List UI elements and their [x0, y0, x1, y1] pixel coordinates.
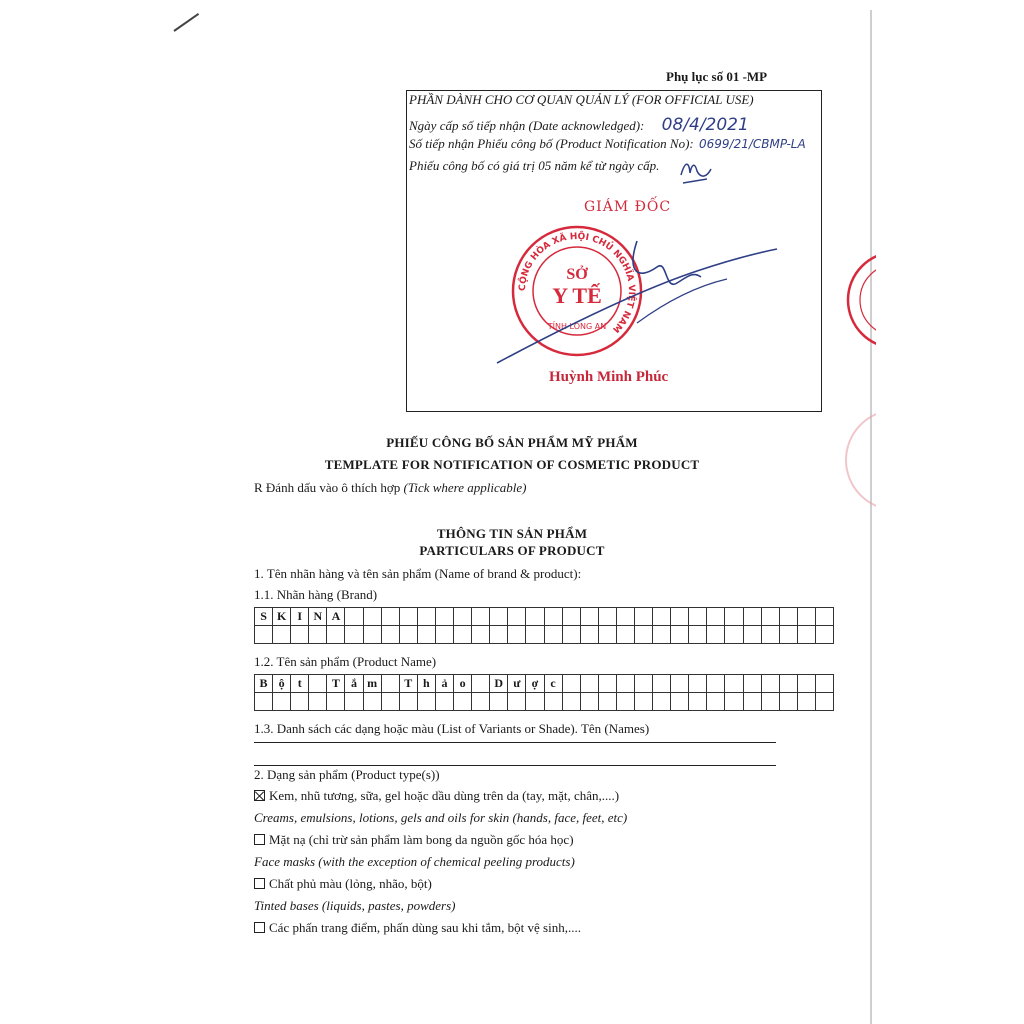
- grid-cell: [779, 608, 797, 626]
- grid-cell: [255, 693, 273, 711]
- grid-cell: [797, 626, 815, 644]
- grid-cell: [345, 626, 363, 644]
- grid-cell: [779, 693, 797, 711]
- grid-cell: [689, 608, 707, 626]
- grid-cell: [363, 626, 381, 644]
- grid-cell: [653, 608, 671, 626]
- section-title-en: PARTICULARS OF PRODUCT: [419, 543, 605, 558]
- grid-cell: [815, 675, 833, 693]
- date-value: 08/4/2021: [661, 115, 749, 135]
- grid-cell: c: [544, 675, 562, 693]
- grid-row: [255, 675, 834, 693]
- grid-cell: [743, 693, 761, 711]
- grid-cell: [743, 608, 761, 626]
- grid-cell: [309, 626, 327, 644]
- grid-cell: [417, 626, 435, 644]
- grid-cell: [707, 693, 725, 711]
- grid-cell: [598, 693, 616, 711]
- grid-cell: [526, 608, 544, 626]
- grid-cell: [707, 675, 725, 693]
- item-1-label: 1. Tên nhãn hàng và tên sản phẩm (Name of brand & product):: [254, 566, 582, 581]
- grid-cell: [779, 626, 797, 644]
- grid-cell: [761, 693, 779, 711]
- grid-cell: [743, 675, 761, 693]
- grid-row: [255, 608, 834, 626]
- tick-note: [254, 480, 527, 496]
- grid-cell: [616, 608, 634, 626]
- product-type-option[interactable]: [254, 920, 581, 936]
- section-title-vi: THÔNG TIN SẢN PHẨM: [436, 526, 588, 541]
- product-name-grid: [254, 674, 834, 711]
- grid-cell: [580, 693, 598, 711]
- grid-cell: [526, 626, 544, 644]
- grid-cell: [562, 626, 580, 644]
- grid-cell: [671, 626, 689, 644]
- grid-cell: [544, 608, 562, 626]
- grid-cell: [616, 626, 634, 644]
- grid-cell: [761, 675, 779, 693]
- grid-cell: [454, 693, 472, 711]
- grid-cell: ợ: [526, 675, 544, 693]
- tick-note-prefix: R Đánh dấu vào ô thích hợp: [254, 480, 404, 495]
- grid-cell: I: [291, 608, 309, 626]
- grid-cell: [345, 608, 363, 626]
- grid-cell: ư: [508, 675, 526, 693]
- grid-cell: [580, 608, 598, 626]
- date-label: Ngày cấp số tiếp nhận (Date acknowledged):: [409, 118, 645, 133]
- grid-cell: [417, 608, 435, 626]
- grid-cell: [381, 693, 399, 711]
- grid-cell: [544, 693, 562, 711]
- grid-cell: [381, 608, 399, 626]
- grid-cell: [761, 626, 779, 644]
- grid-cell: [616, 693, 634, 711]
- initials-signature: [677, 155, 717, 187]
- grid-cell: h: [417, 675, 435, 693]
- seal-bottom-text: TỈNH LONG AN: [547, 322, 607, 331]
- grid-cell: [255, 626, 273, 644]
- grid-cell: [598, 608, 616, 626]
- grid-row: [255, 693, 834, 711]
- product-type-option[interactable]: [254, 788, 619, 804]
- number-value: 0699/21/CBMP-LA: [699, 137, 806, 151]
- grid-cell: [671, 675, 689, 693]
- grid-cell: [490, 626, 508, 644]
- page-edge-shadow: [870, 10, 872, 1024]
- grid-cell: [273, 626, 291, 644]
- grid-cell: [508, 608, 526, 626]
- grid-cell: [562, 693, 580, 711]
- grid-cell: ắ: [345, 675, 363, 693]
- item-2-label: 2. Dạng sản phẩm (Product type(s)): [254, 767, 440, 782]
- grid-cell: [508, 693, 526, 711]
- grid-cell: K: [273, 608, 291, 626]
- checkbox[interactable]: [254, 922, 265, 933]
- grid-cell: [345, 693, 363, 711]
- grid-cell: [544, 626, 562, 644]
- product-type-label: Các phấn trang điểm, phấn dùng sau khi tắm, bột vệ sinh,....: [269, 920, 581, 935]
- product-type-option[interactable]: [254, 832, 574, 848]
- grid-cell: [580, 626, 598, 644]
- grid-cell: [327, 626, 345, 644]
- form-title-en: TEMPLATE FOR NOTIFICATION OF COSMETIC PRODUCT: [324, 457, 700, 472]
- grid-cell: [472, 608, 490, 626]
- product-type-label-en: Creams, emulsions, lotions, gels and oils for skin (hands, face, feet, etc): [254, 810, 628, 825]
- product-type-label: Chất phủ màu (lỏng, nhão, bột): [269, 876, 432, 891]
- product-type-label-en: Tinted bases (liquids, pastes, powders): [254, 898, 456, 913]
- grid-cell: [634, 626, 652, 644]
- product-type-label: Mặt nạ (chỉ trừ sản phẩm làm bong da nguồn gốc hóa học): [269, 832, 574, 847]
- grid-cell: [309, 675, 327, 693]
- official-use-heading: PHẦN DÀNH CHO CƠ QUAN QUẢN LÝ (FOR OFFICIAL USE): [409, 92, 754, 107]
- item-1-1-label: 1.1. Nhãn hàng (Brand): [254, 587, 378, 602]
- grid-cell: [435, 608, 453, 626]
- grid-cell: [454, 626, 472, 644]
- grid-cell: [689, 693, 707, 711]
- grid-cell: [309, 693, 327, 711]
- grid-cell: [472, 675, 490, 693]
- grid-cell: m: [363, 675, 381, 693]
- director-title: GIÁM ĐỐC: [584, 199, 672, 215]
- grid-cell: [779, 675, 797, 693]
- grid-cell: [490, 608, 508, 626]
- grid-cell: [381, 675, 399, 693]
- grid-cell: [761, 608, 779, 626]
- checkbox[interactable]: [254, 878, 265, 889]
- grid-cell: [671, 608, 689, 626]
- grid-cell: [273, 693, 291, 711]
- grid-cell: [689, 626, 707, 644]
- grid-cell: [327, 693, 345, 711]
- director-signature: [487, 231, 787, 371]
- grid-cell: [291, 693, 309, 711]
- grid-cell: [381, 626, 399, 644]
- grid-cell: [399, 693, 417, 711]
- grid-cell: [363, 608, 381, 626]
- number-label: Số tiếp nhận Phiếu công bố (Product Notification No):: [409, 136, 694, 151]
- grid-cell: [815, 626, 833, 644]
- grid-cell: [291, 626, 309, 644]
- director-name: Huỳnh Minh Phúc: [549, 369, 669, 385]
- grid-cell: [634, 608, 652, 626]
- grid-cell: A: [327, 608, 345, 626]
- grid-cell: [653, 626, 671, 644]
- grid-cell: [580, 675, 598, 693]
- grid-cell: ộ: [273, 675, 291, 693]
- grid-cell: [472, 693, 490, 711]
- product-type-label: Kem, nhũ tương, sữa, gel hoặc dầu dùng trên da (tay, mặt, chân,....): [269, 788, 620, 803]
- grid-cell: [435, 626, 453, 644]
- item-1-2-label: 1.2. Tên sản phẩm (Product Name): [254, 654, 437, 669]
- grid-cell: [435, 693, 453, 711]
- grid-cell: [363, 693, 381, 711]
- grid-cell: [725, 608, 743, 626]
- date-acknowledged-row: [409, 115, 749, 135]
- brand-grid: [254, 607, 834, 644]
- checkbox[interactable]: [254, 834, 265, 845]
- checkbox-checked[interactable]: [254, 790, 265, 801]
- item-1-3-label: 1.3. Danh sách các dạng hoặc màu (List of Variants or Shade). Tên (Names): [254, 721, 650, 736]
- grid-cell: [417, 693, 435, 711]
- grid-cell: [508, 626, 526, 644]
- grid-cell: [797, 675, 815, 693]
- appendix-label: Phụ lục số 01 -MP: [666, 69, 768, 84]
- grid-cell: T: [399, 675, 417, 693]
- grid-cell: [815, 693, 833, 711]
- grid-cell: [526, 693, 544, 711]
- grid-cell: [815, 608, 833, 626]
- grid-cell: B: [255, 675, 273, 693]
- variants-rule-2: [254, 765, 776, 766]
- grid-cell: [562, 675, 580, 693]
- grid-cell: [562, 608, 580, 626]
- grid-cell: [472, 626, 490, 644]
- grid-cell: o: [454, 675, 472, 693]
- official-use-box: [406, 90, 822, 412]
- grid-cell: [743, 626, 761, 644]
- form-title-vi: PHIẾU CÔNG BỐ SẢN PHẨM MỸ PHẨM: [386, 435, 638, 450]
- grid-cell: [454, 608, 472, 626]
- validity-label: Phiếu công bố có giá trị 05 năm kể từ ngày cấp.: [409, 158, 660, 173]
- grid-cell: T: [327, 675, 345, 693]
- grid-cell: [797, 693, 815, 711]
- grid-cell: [797, 608, 815, 626]
- grid-cell: [725, 693, 743, 711]
- grid-cell: [671, 693, 689, 711]
- seal-outer-text: CỘNG HÒA XÃ HỘI CHỦ NGHĨA VIỆT NAM: [517, 231, 637, 335]
- grid-cell: [653, 675, 671, 693]
- grid-cell: D: [490, 675, 508, 693]
- grid-cell: [598, 675, 616, 693]
- grid-cell: [653, 693, 671, 711]
- seal-top-text: SỞ: [566, 266, 588, 283]
- grid-row: [255, 626, 834, 644]
- grid-cell: S: [255, 608, 273, 626]
- grid-cell: [707, 626, 725, 644]
- variants-rule-1: [254, 742, 776, 743]
- grid-cell: N: [309, 608, 327, 626]
- grid-cell: [689, 675, 707, 693]
- validity-row: [409, 158, 659, 174]
- product-type-label-en: Face masks (with the exception of chemical peeling products): [254, 854, 575, 869]
- grid-cell: [616, 675, 634, 693]
- grid-cell: [707, 608, 725, 626]
- grid-cell: [490, 693, 508, 711]
- grid-cell: [725, 675, 743, 693]
- grid-cell: [399, 626, 417, 644]
- grid-cell: [399, 608, 417, 626]
- tick-note-en: (Tick where applicable): [403, 480, 527, 495]
- seal-main-text: Y TẾ: [552, 283, 602, 308]
- grid-cell: [634, 675, 652, 693]
- notification-number-row: [409, 136, 806, 152]
- grid-cell: [725, 626, 743, 644]
- grid-cell: [634, 693, 652, 711]
- grid-cell: ả: [435, 675, 453, 693]
- grid-cell: [598, 626, 616, 644]
- product-type-option[interactable]: [254, 876, 432, 892]
- pen-mark: [173, 13, 199, 32]
- grid-cell: t: [291, 675, 309, 693]
